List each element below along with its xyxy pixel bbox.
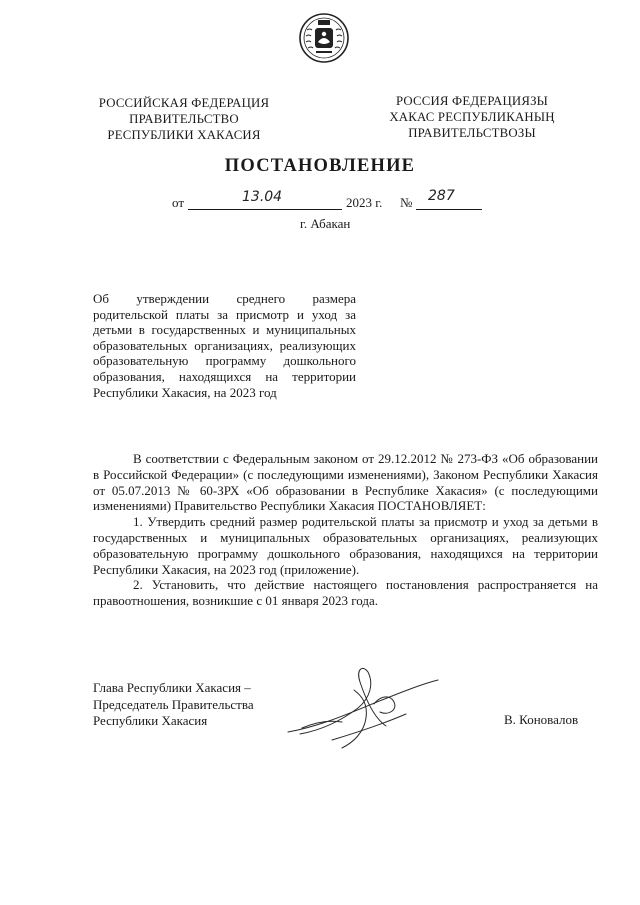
date-from-label: от [172, 195, 185, 210]
header-left-line2: ПРАВИТЕЛЬСТВО [129, 112, 239, 126]
number-label: № [400, 195, 413, 210]
signatory-line2: Председатель Правительства [93, 696, 254, 712]
header-left [88, 95, 280, 143]
header-right-line3: ПРАВИТЕЛЬСТВОЗЫ [408, 126, 536, 140]
date-handwritten: 13.04 [242, 189, 283, 205]
number-handwritten: 287 [428, 188, 455, 204]
document-title: ПОСТАНОВЛЕНИЕ [224, 156, 416, 176]
date-underline [188, 209, 342, 210]
signatory-line3: Республики Хакасия [93, 713, 208, 728]
document-body [93, 451, 598, 609]
header-right [372, 93, 572, 141]
coat-of-arms-emblem [298, 12, 350, 64]
header-right-line1: РОССИЯ ФЕДЕРАЦИЯЗЫ [395, 94, 549, 108]
khakassia-coat-of-arms-icon [298, 12, 350, 64]
number-underline [416, 209, 482, 210]
item-2-paragraph: 2. Установить, что действие настоящего постановления распространяется на правоотношения, возникшие с 01 января 2023 года. [93, 577, 598, 609]
date-year: 2023 г. [346, 195, 383, 210]
header-left-line1: РОССИЙСКАЯ ФЕДЕРАЦИЯ [98, 96, 270, 110]
handwritten-signature [282, 660, 442, 755]
city: г. Абакан [300, 216, 351, 231]
preamble-paragraph: В соответствии с Федеральным законом от 29.12.2012 № 273-ФЗ «Об образовании в Российской Федерации» (с последующими изменениями), Законом Республики Хакасия от 05.07.2013 № 60-ЗРХ «Об образовании в Республике Хакасия» (с последующими изменениями) Правительство Республики Хакасия ПОСТАНОВЛЯЕТ: [93, 451, 598, 514]
item-1-paragraph: 1. Утвердить средний размер родительской платы за присмотр и уход за детьми в государственных и муниципальных образовательных организациях, реализующих образовательную программу дошкольного образования, находящихся на территории Республики Хакасия, на 2023 год (приложение). [93, 514, 598, 577]
signatory-title [93, 680, 254, 730]
signatory-line1: Глава Республики Хакасия – [93, 680, 251, 695]
document-subject: Об утверждении среднего размера родительской платы за присмотр и уход за детьми в государственных и муниципальных образовательных организациях, реализующих образовательную программу дошкольного образования, находящихся на территории Республики Хакасия, на 2023 год [93, 291, 356, 400]
header-left-line3: РЕСПУБЛИКИ ХАКАСИЯ [107, 128, 261, 142]
signature-icon [282, 660, 442, 755]
header-right-line2: ХАКАС РЕСПУБЛИКАНЫҢ [389, 110, 555, 124]
signatory-name: В. Коновалов [504, 712, 579, 727]
